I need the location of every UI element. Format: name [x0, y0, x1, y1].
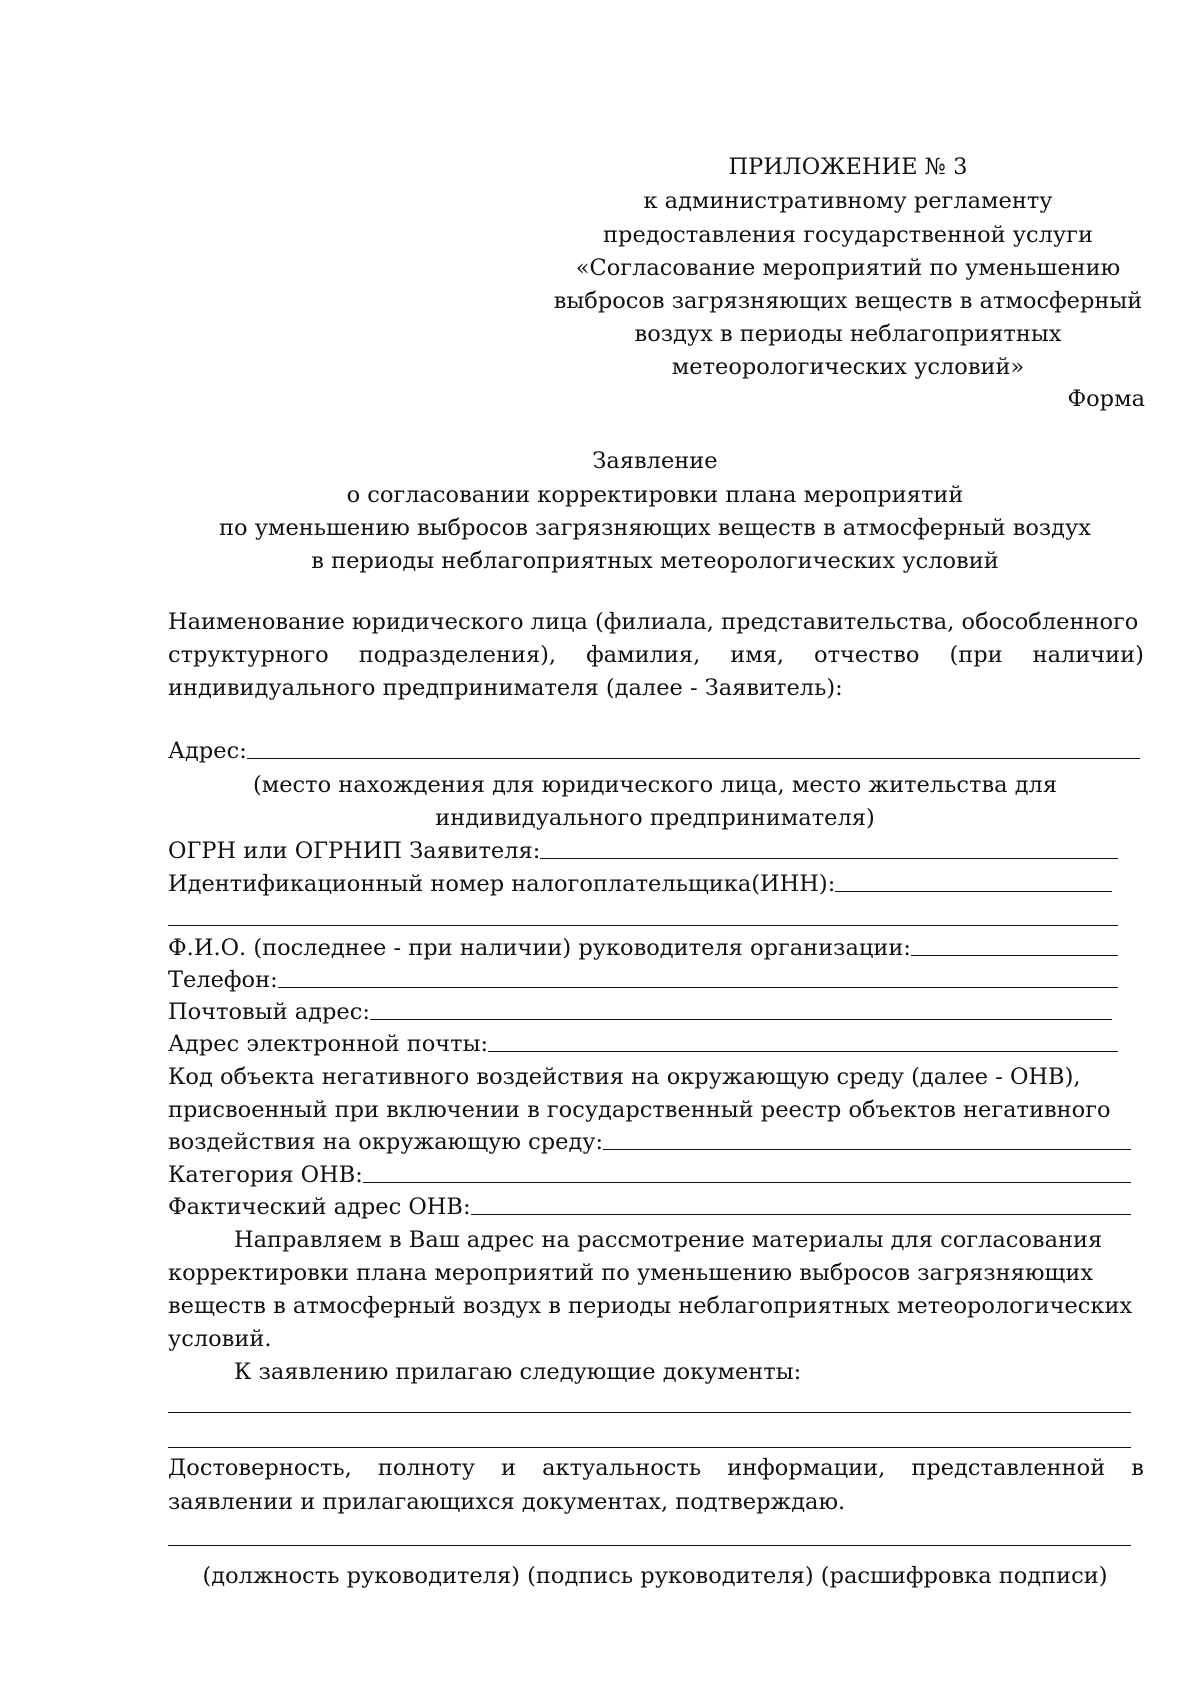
applicant-line-3: индивидуального предпринимателя (далее - Заявитель): [168, 675, 843, 701]
email-field[interactable] [168, 1028, 1118, 1058]
inn-label: Идентификационный номер налогоплательщика(ИНН): [168, 871, 836, 897]
inn-continuation-line[interactable] [168, 925, 1118, 926]
header-line-6: метеорологических условий» [671, 354, 1025, 380]
form-label: Форма [1067, 386, 1145, 412]
phone-label: Телефон: [168, 967, 278, 993]
applicant-word: подразделения), [358, 642, 557, 668]
address-label: Адрес: [168, 738, 247, 764]
address-field[interactable] [168, 735, 1140, 765]
postal-address-blank[interactable] [370, 1019, 1112, 1020]
onv-address-label: Фактический адрес ОНВ: [168, 1194, 471, 1220]
ogrn-field[interactable] [168, 835, 1118, 865]
signature-caption: (должность руководителя) (подпись руководителя) (расшифровка подписи) [202, 1563, 1108, 1589]
onv-address-blank[interactable] [471, 1214, 1131, 1215]
onv-category-blank[interactable] [363, 1182, 1131, 1183]
inn-blank[interactable] [835, 891, 1112, 892]
confirmation-line-1 [168, 1454, 1144, 1482]
inn-field[interactable] [168, 868, 1112, 898]
onv-category-label: Категория ОНВ: [168, 1162, 363, 1188]
applicant-line-1: Наименование юридического лица (филиала, представительства, обособленного [168, 609, 1139, 635]
head-name-blank[interactable] [911, 955, 1118, 956]
confirmation-word: информации, [727, 1455, 886, 1481]
request-line-4: условий. [168, 1326, 272, 1352]
header-line-2: предоставления государственной услуги [603, 222, 1093, 248]
request-line-1: Направляем в Ваш адрес на рассмотрение материалы для согласования [234, 1227, 1103, 1253]
onv-address-field[interactable] [168, 1191, 1131, 1221]
onv-code-blank[interactable] [603, 1149, 1131, 1150]
attachments-label: К заявлению прилагаю следующие документы: [234, 1359, 802, 1385]
onv-code-label: воздействия на окружающую среду: [168, 1129, 604, 1155]
applicant-word: отчество [814, 642, 920, 668]
onv-category-field[interactable] [168, 1159, 1131, 1189]
phone-blank[interactable] [278, 987, 1118, 988]
applicant-line-2 [168, 641, 1144, 669]
confirmation-word: полноту [377, 1455, 475, 1481]
address-hint-1: (место нахождения для юридического лица, место жительства для [252, 772, 1058, 798]
attachments-line-2[interactable] [168, 1447, 1131, 1448]
onv-code-line-2: присвоенный при включении в государственный реестр объектов негативного [168, 1097, 1111, 1123]
head-name-field[interactable] [168, 932, 1118, 962]
signature-line[interactable] [168, 1545, 1131, 1546]
document-heading: Заявление [592, 448, 718, 474]
title-line-3: в периоды неблагоприятных метеорологических условий [311, 548, 999, 574]
request-line-2: корректировки плана мероприятий по уменьшению выбросов загрязняющих [168, 1260, 1094, 1286]
onv-code-line-1: Код объекта негативного воздействия на окружающую среду (далее - ОНВ), [168, 1064, 1081, 1090]
address-hint-2: индивидуального предпринимателя) [435, 805, 875, 831]
confirmation-word: в [1131, 1455, 1144, 1481]
postal-address-field[interactable] [168, 996, 1112, 1026]
header-line-4: выбросов загрязняющих веществ в атмосферный [553, 288, 1143, 314]
applicant-word: имя, [730, 642, 785, 668]
applicant-word: структурного [168, 642, 329, 668]
title-line-2: по уменьшению выбросов загрязняющих веществ в атмосферный воздух [219, 515, 1091, 541]
ogrn-blank[interactable] [540, 858, 1118, 859]
header-line-5: воздух в периоды неблагоприятных [634, 321, 1062, 347]
confirmation-word: актуальность [542, 1455, 702, 1481]
applicant-word: наличии) [1032, 642, 1144, 668]
onv-code-field[interactable] [168, 1126, 1131, 1156]
applicant-word: (при [949, 642, 1003, 668]
header-line-1: к административному регламенту [643, 188, 1053, 214]
head-name-label: Ф.И.О. (последнее - при наличии) руководителя организации: [168, 935, 911, 961]
email-blank[interactable] [488, 1051, 1118, 1052]
confirmation-word: представленной [911, 1455, 1106, 1481]
email-label: Адрес электронной почты: [168, 1031, 489, 1057]
address-blank[interactable] [247, 758, 1140, 759]
title-line-1: о согласовании корректировки плана мероприятий [346, 482, 964, 508]
header-line-3: «Согласование мероприятий по уменьшению [575, 255, 1121, 281]
confirmation-word: и [501, 1455, 517, 1481]
ogrn-label: ОГРН или ОГРНИП Заявителя: [168, 838, 541, 864]
attachments-line-1[interactable] [168, 1412, 1131, 1413]
confirmation-word: Достоверность, [168, 1455, 352, 1481]
phone-field[interactable] [168, 964, 1118, 994]
appendix-title: ПРИЛОЖЕНИЕ № 3 [728, 154, 968, 180]
confirmation-line-2: заявлении и прилагающихся документах, подтверждаю. [168, 1489, 846, 1515]
applicant-word: фамилия, [586, 642, 701, 668]
request-line-3: веществ в атмосферный воздух в периоды неблагоприятных метеорологических [168, 1293, 1133, 1319]
postal-address-label: Почтовый адрес: [168, 999, 370, 1025]
